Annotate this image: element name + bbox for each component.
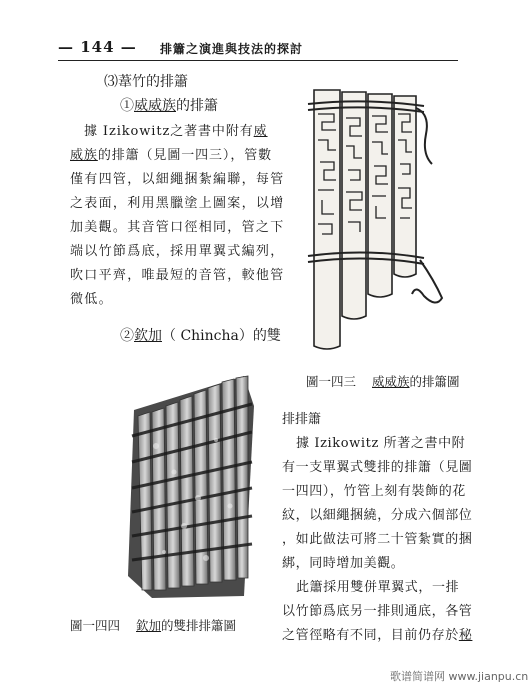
page-header [58,38,458,61]
site-watermark: 歌谱简谱网 www.jianpu.cn [390,670,528,683]
paragraph-line: 之表面，利用黑臘塗上圖案，以增 [70,196,285,211]
paragraph-line: 之管徑略有不同，目前仍存於秘 [282,628,473,643]
running-title: 排簫之演進與技法的探討 [160,42,304,56]
paragraph-line: 吹口平齊，唯最短的音管，較他管 [70,268,285,283]
paragraph-line: ，如此做法可將二十管紮實的捆 [282,532,473,547]
section-heading: ⑶葦竹的排簫 [104,74,188,90]
paragraph-line: 加美觀。其音管口徑相同，管之下 [70,220,285,235]
continuation-heading: 排排簫 [282,412,322,427]
paragraph-line: 據 Izikowitz之著書中附有威 [84,124,268,139]
paragraph-line: 有一支單翼式雙排的排簫（見圖 [282,460,473,475]
paragraph-line: 紋，以細繩捆繞，分成六個部位 [282,508,473,523]
page-number: — 144 — [58,38,137,56]
paragraph-line: 此簫採用雙併單翼式，一排 [296,580,460,595]
figure-143-panpipe [296,84,446,354]
paragraph-line: 據 Izikowitz 所著之書中附 [296,436,466,451]
paragraph-line: 微低。 [70,292,113,307]
paragraph-line: 一四四），竹管上刻有裝飾的花 [282,484,466,499]
figure-144-caption: 圖一四四 欽加的雙排排簫圖 [70,618,237,633]
paragraph-line: 僅有四管，以細繩捆紮編聯，每管 [70,172,285,187]
subsection-heading-chincha: ②欽加（ Chincha）的雙 [120,328,281,344]
paragraph-line: 以竹節爲底另一排則通底，各管 [282,604,473,619]
paragraph-line: 端以竹節爲底，採用單翼式編列， [70,244,285,259]
figure-143-caption: 圖一四三 威威族的排簫圖 [306,374,460,389]
subsection-heading-weiwei: ①威威族的排簫 [120,98,218,114]
figure-144-panpipe-photo [94,376,260,600]
paragraph-line: 綁，同時增加美觀。 [282,556,405,571]
paragraph-line: 威族的排簫（見圖一四三），管數 [70,148,273,163]
